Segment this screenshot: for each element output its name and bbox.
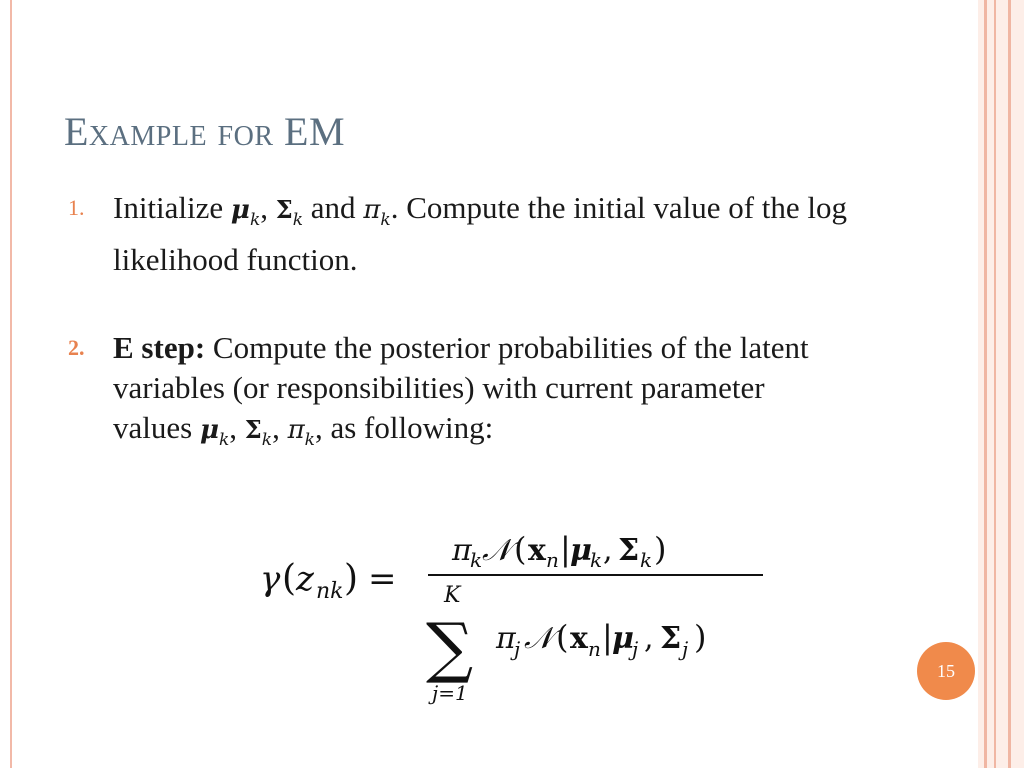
list-item-text: E step: Compute the posterior probabilities of the latent variables (or responsibilities) with current parameter values $\mu_k$, $\Sigma_k$, $\pi_k$, as following: [113, 330, 809, 451]
svg-text:Σ: Σ [618, 533, 640, 568]
svg-text:): ) [344, 558, 359, 599]
svg-text:π: π [496, 621, 516, 656]
list-item [68, 188, 848, 280]
svg-text:μ: μ [570, 533, 592, 568]
list-item [68, 328, 848, 460]
svg-text:K: K [444, 583, 461, 608]
svg-text:μ: μ [612, 621, 634, 656]
right-border-line [1008, 0, 1011, 768]
svg-text:n: n [546, 548, 559, 572]
responsibility-formula [258, 520, 778, 710]
svg-text:k: k [640, 548, 653, 572]
svg-text:(: ( [282, 558, 297, 599]
sigma-symbol: Σ [244, 415, 262, 444]
svg-text:(: ( [514, 530, 527, 568]
page-number-badge: 15 [917, 642, 975, 700]
left-border-line [10, 0, 12, 768]
mu-symbol: μ [230, 195, 250, 225]
summation-symbol: ∑ [426, 609, 474, 686]
list-item-number: 1. [68, 195, 85, 220]
right-border-line [994, 0, 996, 768]
svg-text:x: x [528, 533, 546, 568]
sigma-symbol: Σ [275, 195, 293, 224]
list-item-text: Initialize $\mu_k$, $\Sigma_k$ and $\pi_k$. Compute the initial value of the log likelihood function. [113, 190, 848, 278]
svg-text:k: k [470, 548, 483, 572]
gamma-symbol: γ [260, 559, 281, 599]
svg-text:|: | [602, 618, 613, 656]
pi-symbol: π [363, 195, 381, 225]
equals-sign: = [368, 559, 397, 599]
pi-symbol: π [287, 415, 305, 445]
list-item-number: 2. [68, 335, 85, 360]
svg-text:j: j [514, 637, 521, 661]
svg-text:|: | [560, 530, 571, 568]
svg-text:π: π [452, 533, 472, 568]
svg-text:nk: nk [316, 579, 344, 604]
svg-text:x: x [570, 621, 588, 656]
svg-text:𝒩: 𝒩 [524, 621, 553, 656]
svg-text:k: k [590, 548, 603, 572]
slide-title: Example for EM [64, 109, 346, 154]
svg-text:): ) [694, 618, 707, 656]
svg-text:(: ( [556, 618, 569, 656]
e-step-label: E step: [113, 330, 206, 365]
normal-distribution-symbol: 𝒩 [482, 533, 511, 568]
svg-text:,: , [603, 533, 613, 568]
mu-symbol: μ [199, 415, 219, 445]
svg-text:n: n [588, 637, 601, 661]
svg-text:): ) [654, 530, 667, 568]
right-border-line [984, 0, 987, 768]
svg-text:j: j [682, 637, 689, 661]
svg-text:z: z [296, 559, 314, 599]
svg-text:Σ: Σ [660, 621, 682, 656]
svg-text:,: , [644, 621, 654, 656]
svg-text:j=1: j=1 [432, 681, 468, 705]
svg-text:j: j [632, 637, 639, 661]
